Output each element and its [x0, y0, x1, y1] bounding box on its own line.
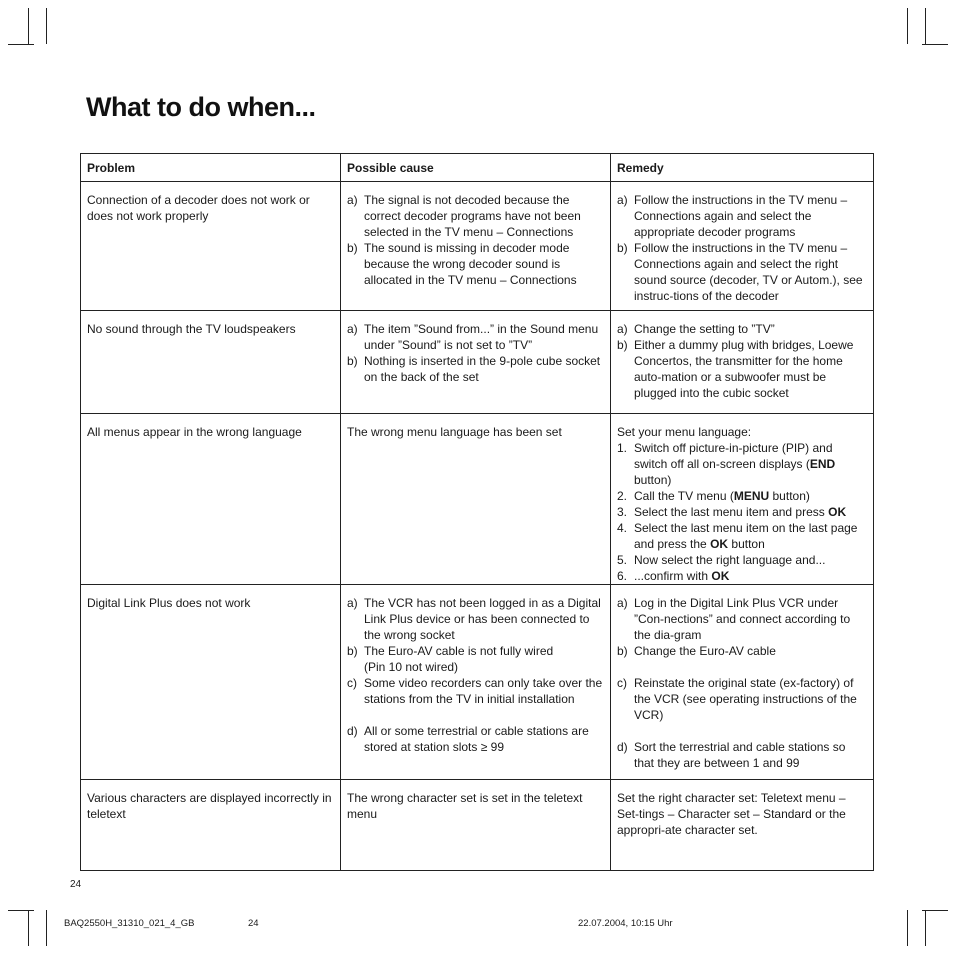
header-problem: Problem — [81, 154, 341, 182]
problem-cell: Connection of a decoder does not work or does not work properly — [81, 182, 341, 311]
crop-mark — [8, 910, 34, 911]
crop-mark — [28, 8, 29, 44]
remedy-cell: Set the right character set: Teletext menu – Set-tings – Character set – Standard or the appropri-ate character set. — [611, 780, 874, 871]
crop-mark — [907, 910, 908, 946]
table-row — [81, 311, 874, 414]
crop-mark — [28, 910, 29, 946]
troubleshooting-table — [80, 153, 874, 871]
footer-timestamp: 22.07.2004, 10:15 Uhr — [578, 918, 673, 929]
remedy-intro: Set your menu language: — [617, 425, 752, 439]
header-possible-cause: Possible cause — [341, 154, 611, 182]
crop-mark — [922, 44, 948, 45]
cause-cell: The wrong character set is set in the teletext menu — [341, 780, 611, 871]
header-remedy: Remedy — [611, 154, 874, 182]
footer-page: 24 — [248, 918, 259, 929]
table-row — [81, 780, 874, 871]
problem-cell: Digital Link Plus does not work — [81, 585, 341, 780]
table-row — [81, 182, 874, 311]
remedy-cell: a) Follow the instructions in the TV menu – Connections again and select the appropriate decoder programs b) Follow the instructions in the TV menu – Connections again and select the right sound source (decoder, TV or Autom.), see instruc-tions of the decoder — [611, 182, 874, 311]
cause-cell: a) The signal is not decoded because the correct decoder programs have not been selected in the TV menu – Connections b) The sound is missing in decoder mode because the wrong decoder sound is allocated in the TV menu – Connections — [341, 182, 611, 311]
table-header-row — [81, 154, 874, 182]
cause-cell: a) The VCR has not been logged in as a Digital Link Plus device or has been connected to the wrong socket b) The Euro-AV cable is not fully wired (Pin 10 not wired) c) Some video recorders can only take over the stations from the TV in initial installation d) All or some terrestrial or cable stations are stored at station slots ≥ 99 — [341, 585, 611, 780]
crop-mark — [925, 8, 926, 44]
crop-mark — [907, 8, 908, 44]
crop-mark — [46, 8, 47, 44]
crop-mark — [46, 910, 47, 946]
remedy-cell: Set your menu language: 1. Switch off picture-in-picture (PIP) and switch off all on-screen displays (END button) 2. Call the TV menu (MENU button) 3. Select the last menu item and press OK 4. Select the last menu item on the last page and press the OK button 5. Now select the right language and... 6. ...confirm with OK — [611, 414, 874, 585]
page-number: 24 — [70, 879, 82, 890]
problem-cell: Various characters are displayed incorrectly in teletext — [81, 780, 341, 871]
cause-cell: The wrong menu language has been set — [341, 414, 611, 585]
remedy-cell: a) Log in the Digital Link Plus VCR under ”Con-nections” and connect according to the dia-gram b) Change the Euro-AV cable c) Reinstate the original state (ex-factory) of the VCR (see operating instructions of the VCR) d) Sort the terrestrial and cable stations so that they are between 1 and 99 — [611, 585, 874, 780]
table-row — [81, 414, 874, 585]
table-row — [81, 585, 874, 780]
crop-mark — [8, 44, 34, 45]
footer-file-id: BAQ2550H_31310_021_4_GB — [64, 918, 195, 929]
crop-mark — [922, 910, 948, 911]
problem-cell: No sound through the TV loudspeakers — [81, 311, 341, 414]
page-title: What to do when... — [86, 92, 316, 122]
problem-cell: All menus appear in the wrong language — [81, 414, 341, 585]
crop-mark — [925, 910, 926, 946]
cause-cell: a) The item ”Sound from...” in the Sound menu under ”Sound” is not set to ”TV” b) Nothing is inserted in the 9-pole cube socket on the back of the set — [341, 311, 611, 414]
remedy-cell: a) Change the setting to ”TV” b) Either a dummy plug with bridges, Loewe Concertos, the transmitter for the home auto-mation or a subwoofer must be plugged into the cubic socket — [611, 311, 874, 414]
